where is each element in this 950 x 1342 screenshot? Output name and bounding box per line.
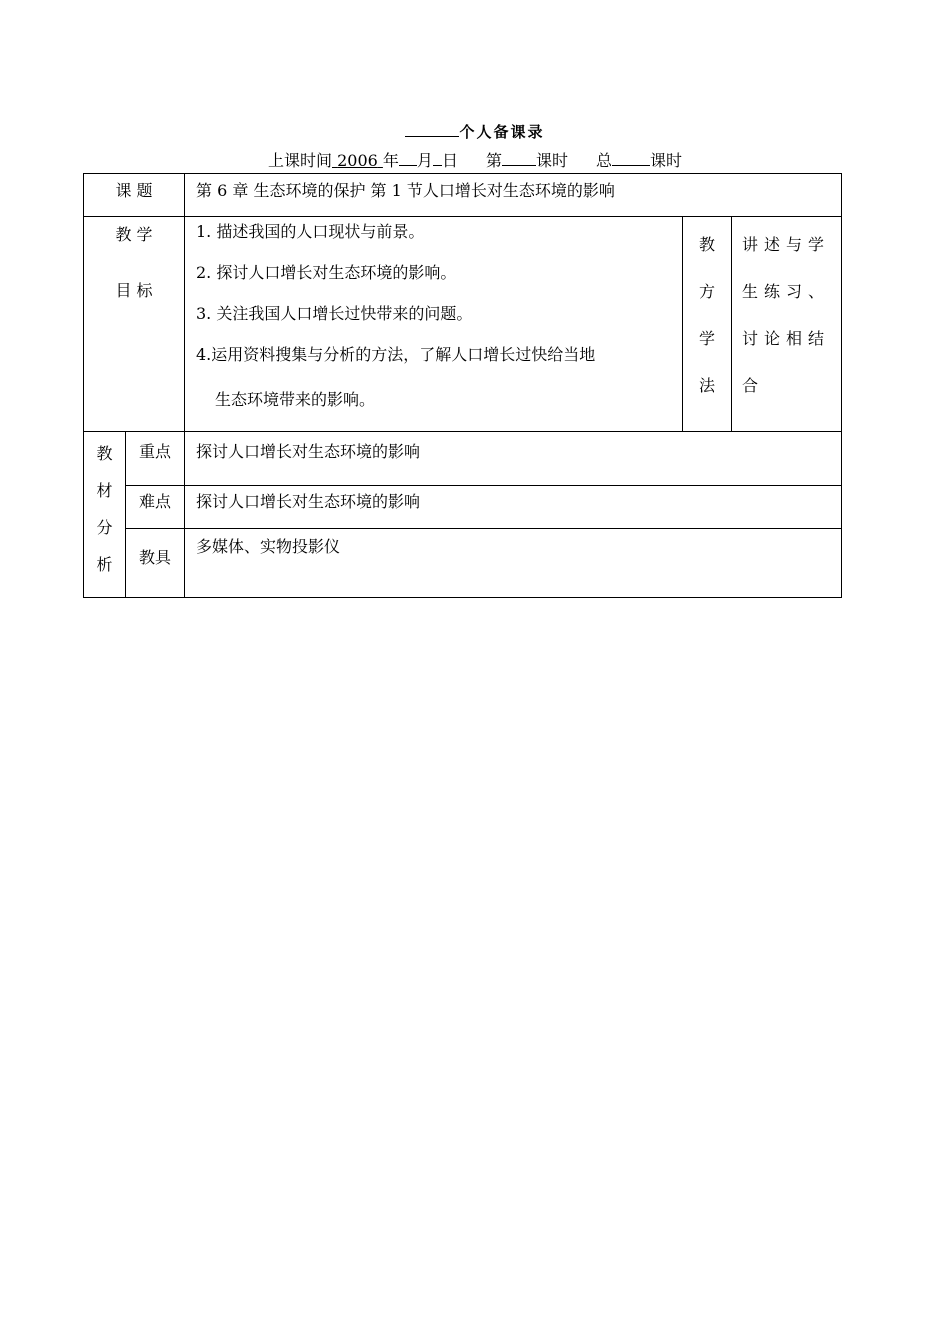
goal-item-3: 3. 关注我国人口增长过快带来的问题。 — [196, 304, 473, 323]
goals-label-line2: 目 标 — [115, 281, 153, 300]
tools-value-cell — [185, 529, 842, 598]
tools-value: 多媒体、实物投影仪 — [196, 537, 341, 556]
page-title — [0, 121, 950, 142]
analysis-row-tools — [84, 529, 842, 598]
topic-label-cell — [84, 174, 185, 217]
month-suffix: 月 — [416, 151, 433, 170]
topic-label: 课 题 — [115, 181, 153, 200]
key-point-label-cell — [126, 432, 185, 486]
goal-item-4: 4.运用资料搜集与分析的方法，了解人口增长过快给当地 — [196, 345, 596, 364]
method-label-char-3: 学 — [698, 329, 715, 348]
analysis-row-difficulty — [84, 486, 842, 529]
topic-row — [84, 174, 842, 217]
total-suffix: 课时 — [650, 151, 683, 170]
title-text: 个人备课录 — [459, 123, 545, 141]
analysis-row-key — [84, 432, 842, 486]
difficulty-label: 难点 — [138, 492, 171, 511]
difficulty-label-cell — [126, 486, 185, 529]
year-value: 2006 — [337, 151, 378, 170]
method-label-char-1: 教 — [698, 235, 715, 254]
topic-value-cell — [185, 174, 842, 217]
analysis-label-char-4: 析 — [96, 555, 113, 574]
difficulty-value-cell — [185, 486, 842, 529]
method-label-char-2: 方 — [698, 282, 715, 301]
day-blank — [433, 150, 442, 166]
lesson-prefix: 第 — [485, 151, 502, 170]
goals-row — [84, 217, 842, 432]
method-value-cell — [732, 217, 842, 432]
tools-label: 教具 — [138, 548, 171, 567]
tools-label-cell — [126, 529, 185, 598]
analysis-label-char-2: 材 — [96, 481, 113, 500]
lesson-blank — [502, 150, 536, 166]
title-name-blank — [405, 122, 459, 137]
difficulty-value: 探讨人口增长对生态环境的影响 — [196, 492, 421, 511]
analysis-label-char-3: 分 — [96, 518, 113, 537]
lesson-suffix: 课时 — [535, 151, 568, 170]
goal-item-2: 2. 探讨人口增长对生态环境的影响。 — [196, 263, 457, 282]
analysis-label-char-1: 教 — [96, 444, 113, 463]
method-label-cell — [683, 217, 732, 432]
total-blank — [612, 150, 650, 166]
goal-item-4-continued: 生态环境带来的影响。 — [215, 390, 376, 409]
goals-label-line1: 教 学 — [115, 225, 153, 244]
month-blank — [399, 150, 417, 166]
total-prefix: 总 — [595, 151, 612, 170]
lesson-plan-table — [83, 173, 842, 598]
topic-value: 第 6 章 生态环境的保护 第 1 节人口增长对生态环境的影响 — [196, 181, 615, 200]
goal-item-1: 1. 描述我国的人口现状与前景。 — [196, 222, 425, 241]
time-label: 上课时间 — [267, 151, 332, 170]
day-suffix: 日 — [441, 151, 458, 170]
key-point-label: 重点 — [138, 442, 171, 461]
key-point-value: 探讨人口增长对生态环境的影响 — [196, 442, 421, 461]
method-label-char-4: 法 — [698, 376, 715, 395]
method-value: 讲述与学生练习、讨论相结合 — [742, 235, 831, 395]
goals-list — [185, 217, 682, 428]
goals-list-cell — [185, 217, 683, 432]
year-suffix: 年 — [382, 151, 399, 170]
key-point-value-cell — [185, 432, 842, 486]
analysis-label-cell — [84, 432, 126, 598]
goals-label-cell — [84, 217, 185, 432]
class-time-line — [0, 148, 950, 171]
